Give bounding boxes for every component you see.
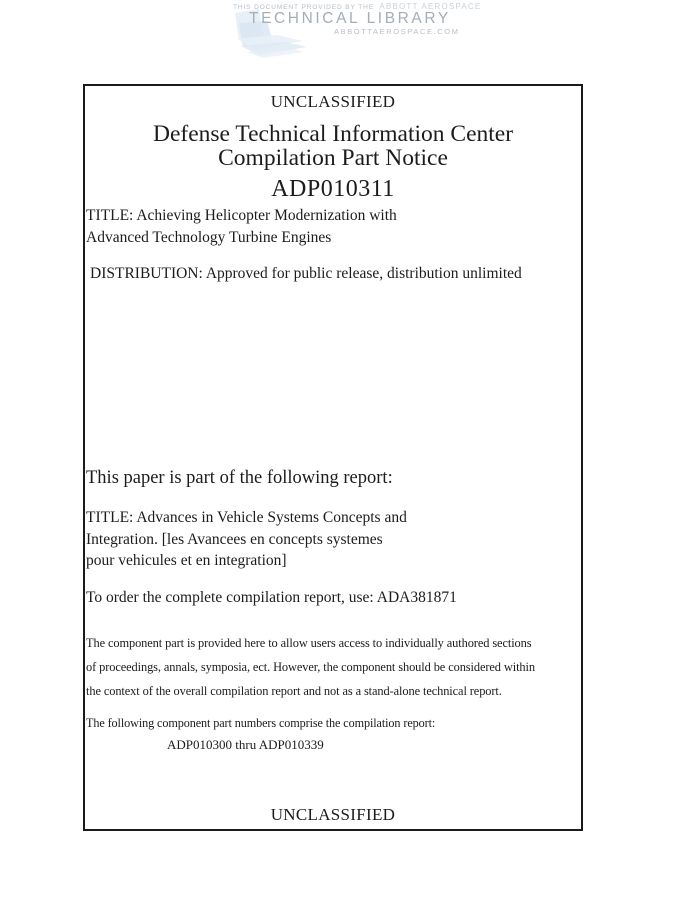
compilation-part-notice-box [83, 84, 583, 831]
classification-banner-top: UNCLASSIFIED [270, 92, 396, 111]
technical-library-watermark [0, 0, 700, 64]
watermark-provided-brand: ABBOTT AEROSPACE [379, 2, 482, 11]
watermark-title: TECHNICAL LIBRARY [249, 10, 451, 27]
report-title-line2: Integration. [les Avancees en concepts systemes [86, 530, 383, 548]
adp-accession-number: ADP010311 [271, 176, 395, 202]
classification-banner-bottom: UNCLASSIFIED [270, 805, 396, 824]
distribution-statement: DISTRIBUTION: Approved for public release, distribution unlimited [90, 265, 522, 282]
comprise-line: The following component part numbers comprise the compilation report: [86, 716, 436, 730]
component-note-line1: The component part is provided here to allow users access to individually authored sections [86, 636, 532, 650]
report-title [86, 507, 407, 572]
part-of-report-line: This paper is part of the following report: [86, 468, 393, 488]
component-note [86, 631, 535, 703]
report-title-line1: TITLE: Advances in Vehicle Systems Concepts and [86, 509, 407, 526]
paper-title [86, 205, 397, 248]
paper-title-line1: TITLE: Achieving Helicopter Modernization with [86, 207, 397, 224]
notice-heading-line1: Defense Technical Information Center [152, 121, 514, 147]
watermark-website: ABBOTTAEROSPACE.COM [334, 27, 460, 36]
order-instruction: To order the complete compilation report, use: ADA381871 [86, 589, 457, 606]
watermark-provided-prefix: THIS DOCUMENT PROVIDED BY THE [233, 4, 374, 11]
notice-heading-line2: Compilation Part Notice [218, 144, 448, 171]
part-number-range: ADP010300 thru ADP010339 [167, 737, 324, 752]
report-title-line3: pour vehicules et en integration] [86, 552, 287, 569]
component-note-line3: the context of the overall compilation report and not as a stand-alone technical report. [86, 684, 502, 698]
notice-heading [85, 123, 581, 170]
paper-title-line2: Advanced Technology Turbine Engines [86, 228, 332, 246]
component-note-line2: of proceedings, annals, symposia, ect. However, the component should be considered within [86, 660, 535, 674]
